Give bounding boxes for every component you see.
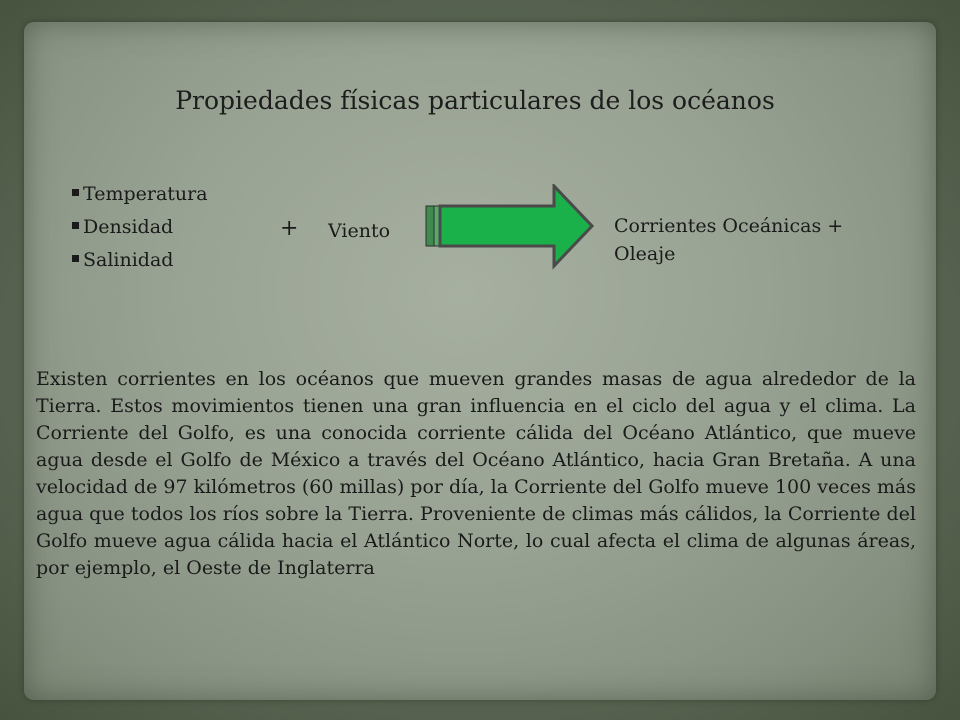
- slate-panel: [24, 22, 936, 700]
- wind-label: Viento: [328, 220, 391, 242]
- list-item: [72, 178, 208, 211]
- property-label: Temperatura: [83, 183, 208, 205]
- result-line-2: Oleaje: [614, 243, 676, 265]
- bullet-icon: [72, 222, 79, 229]
- slide-title: Propiedades físicas particulares de los océanos: [175, 86, 775, 115]
- result-line-1: Corrientes Oceánicas +: [614, 215, 844, 237]
- properties-list: [72, 178, 208, 277]
- bullet-icon: [72, 255, 79, 262]
- property-label: Densidad: [83, 216, 174, 238]
- list-item: [72, 244, 208, 277]
- plus-sign: +: [280, 216, 299, 241]
- property-label: Salinidad: [83, 249, 174, 271]
- result-text: [614, 212, 843, 268]
- right-arrow-icon: [424, 184, 594, 274]
- list-item: [72, 211, 208, 244]
- bullet-icon: [72, 189, 79, 196]
- body-paragraph: Existen corrientes en los océanos que mueven grandes masas de agua alrededor de la Tierra. Estos movimientos tienen una gran influencia en el ciclo del agua y el clima. La Corriente del Golfo, es una conocida corriente cálida del Océano Atlántico, que mueve agua desde el Golfo de México a través del Océano Atlántico, hacia Gran Bretaña. A una velocidad de 97 kilómetros (60 millas) por día, la Corriente del Golfo mueve 100 veces más agua que todos los ríos sobre la Tierra. Proveniente de climas más cálidos, la Corriente del Golfo mueve agua cálida hacia el Atlántico Norte, lo cual afecta el clima de algunas áreas, por ejemplo, el Oeste de Inglaterra: [36, 368, 917, 579]
